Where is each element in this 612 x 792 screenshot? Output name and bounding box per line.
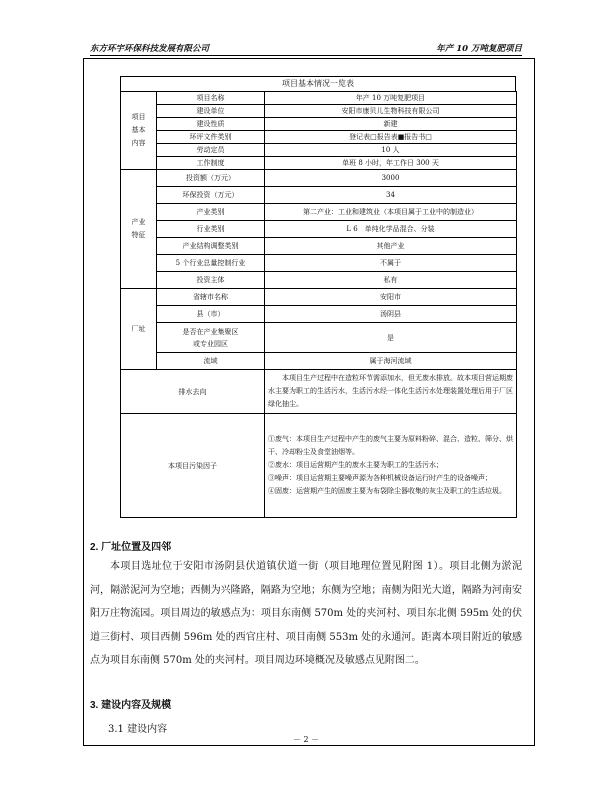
section-3 bbox=[90, 696, 522, 735]
pollution-item: ②废水：项目运营期产生的废水主要为职工的生活污水； bbox=[268, 461, 443, 469]
row-value: 属于海河流域 bbox=[265, 353, 517, 370]
section-3-heading: 3. 建设内容及规模 bbox=[90, 700, 172, 711]
row-value: 其他产业 bbox=[265, 238, 517, 255]
row-label: 流域 bbox=[157, 353, 265, 370]
pollution-text bbox=[265, 414, 517, 518]
row-label: 环评文件类别 bbox=[157, 131, 265, 144]
row-label: 建设性质 bbox=[157, 118, 265, 131]
row-label: 产业类别 bbox=[157, 204, 265, 221]
row-value: 单班 8 小时，年工作日 300 天 bbox=[265, 157, 517, 170]
row-value: 安阳市康贝儿生物科技有限公司 bbox=[265, 105, 517, 118]
row-value: 登记表□报告表■报告书□ bbox=[265, 131, 517, 144]
section-2-paragraph: 本项目选址位于安阳市汤阴县伏道镇伏道一街（项目地理位置见附图 1）。项目北侧为淤泥河，隔淤泥河为空地；西侧为兴隆路，隔路为空地；东侧为空地；南侧为阳光大道，隔路为河南安阳万庄物流园。项目周边的敏感点为：项目东南侧 570m 处的夹河村、项目东北侧 595m 处的伏道三街村、项目西侧 596m 处的西官庄村、项目南侧 553m 处的永通河。距离本项目附近的敏感点为项目东南侧 570m 处的夹河村。项目周边环境概况及敏感点见附图二。 bbox=[90, 561, 522, 666]
row-label: 县（市） bbox=[157, 306, 265, 323]
row-value: 是 bbox=[265, 323, 517, 353]
row-value: 年产 10 万吨复肥项目 bbox=[265, 92, 517, 105]
row-value: 不属于 bbox=[265, 255, 517, 272]
pollution-item: ③噪声：项目运营期主要噪声源为各种机械设备运行时产生的设备噪声； bbox=[268, 474, 492, 482]
section-3-subheading: 3.1 建设内容 bbox=[108, 724, 168, 735]
row-label: 是否在产业集聚区 或专业园区 bbox=[157, 323, 265, 353]
section-2 bbox=[90, 538, 522, 673]
row-value: 私有 bbox=[265, 272, 517, 289]
row-label: 省辖市名称 bbox=[157, 289, 265, 306]
pollution-label: 本项目污染因子 bbox=[121, 414, 265, 518]
row-value: L 6 单纯化学品混合、分装 bbox=[265, 221, 517, 238]
row-label: 5 个行业总量控制行业 bbox=[157, 255, 265, 272]
row-label: 劳动定员 bbox=[157, 144, 265, 157]
header-company: 东方环宇环保科技发展有限公司 bbox=[90, 44, 210, 54]
row-label: 建设单位 bbox=[157, 105, 265, 118]
row-value: 3000 bbox=[265, 170, 517, 187]
table-caption: 项目基本情况一览表 bbox=[120, 76, 516, 91]
pollution-item: ①废气：本项目生产过程中产生的废气主要为原料粉碎、混合、造粒、筛分、烘干、冷却粉尘及食堂油烟等。 bbox=[268, 435, 513, 456]
group-industry: 产业特征 bbox=[121, 170, 157, 289]
page-number: － 2 － bbox=[292, 735, 320, 744]
row-value: 新建 bbox=[265, 118, 517, 131]
row-label: 投资额（万元） bbox=[157, 170, 265, 187]
page-header bbox=[90, 42, 522, 56]
header-project: 年产 10 万吨复肥项目 bbox=[436, 44, 522, 54]
pollution-item: ④固废：运营期产生的固废主要为布袋除尘器收集的灰尘及职工的生活垃圾。 bbox=[268, 487, 506, 495]
row-value: 安阳市 bbox=[265, 289, 517, 306]
section-2-heading: 2. 厂址位置及四邻 bbox=[90, 542, 172, 553]
header-rule bbox=[90, 55, 522, 56]
group-site: 厂址 bbox=[121, 289, 157, 370]
group-basic: 项目基本内容 bbox=[121, 92, 157, 170]
drain-label: 排水去向 bbox=[121, 370, 265, 414]
row-value: 第二产业：工业和建筑业（本项目属于工业中的制造业） bbox=[265, 204, 517, 221]
row-value: 10 人 bbox=[265, 144, 517, 157]
row-label: 工作制度 bbox=[157, 157, 265, 170]
row-value: 汤阴县 bbox=[265, 306, 517, 323]
project-info-table bbox=[120, 76, 516, 518]
row-label: 环保投资（万元） bbox=[157, 187, 265, 204]
row-label: 投资主体 bbox=[157, 272, 265, 289]
row-value: 34 bbox=[265, 187, 517, 204]
drain-text: 本项目生产过程中在造粒环节需添加水，但无废水排放。故本项目营运期废水主要为职工的生活污水，生活污水经一体化生活污水处理装置处理后用于厂区绿化抽尘。 bbox=[265, 370, 517, 414]
row-label: 行业类别 bbox=[157, 221, 265, 238]
row-label: 产业结构调整类别 bbox=[157, 238, 265, 255]
row-label: 项目名称 bbox=[157, 92, 265, 105]
